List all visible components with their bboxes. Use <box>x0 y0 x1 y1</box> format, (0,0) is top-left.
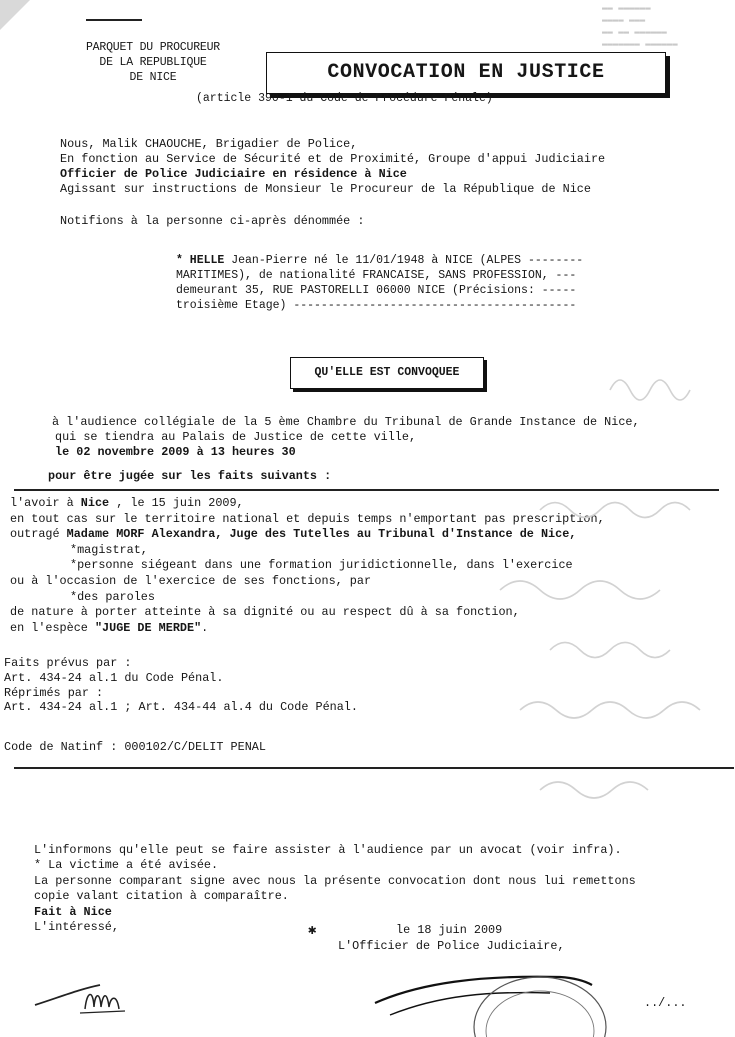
legal-block <box>4 656 358 715</box>
person-line: troisième Etage) ----------------------------------------- <box>176 299 577 312</box>
faits-line: de nature à porter atteinte à sa dignité ou au respect dû à sa fonction, <box>10 605 520 620</box>
parquet-header <box>48 40 258 85</box>
faits-date: , le 15 juin 2009, <box>109 496 244 510</box>
title-box <box>266 52 666 94</box>
footer-line: copie valant citation à comparaître. <box>34 889 289 904</box>
notify-text: Notifions à la personne ci-après dénommée : <box>60 214 365 228</box>
signature-interesse <box>30 975 140 1020</box>
faits-victim: Madame MORF Alexandra, Juge des Tutelles au Tribunal d'Instance de Nice, <box>66 527 577 542</box>
legal-line: Réprimés par : <box>4 685 104 700</box>
interesse-label: L'intéressé, <box>34 920 119 935</box>
faits-line: *des paroles <box>70 589 155 604</box>
faits-text: l'avoir à <box>10 496 81 510</box>
footer-line: L'informons qu'elle peut se faire assister à l'audience par un avocat (voir infra). <box>34 843 622 857</box>
asterisk-mark: ✱ <box>308 923 317 939</box>
officer-line: En fonction au Service de Sécurité et de Proximité, Groupe d'appui Judiciaire <box>60 152 606 166</box>
footer-line: * La victime a été avisée. <box>34 858 219 873</box>
faits-line: ou à l'occasion de l'exercice de ses fonctions, par <box>10 573 372 588</box>
natinf-code: Code de Natinf : 000102/C/DELIT PENAL <box>4 740 266 754</box>
folded-corner <box>0 0 30 30</box>
officer-block <box>60 137 605 197</box>
signature-date: le 18 juin 2009 <box>396 923 503 937</box>
faits-line: en tout cas sur le territoire national et depuis temps n'emportant pas prescription, <box>10 511 605 526</box>
person-line: demeurant 35, RUE PASTORELLI 06000 NICE (Précisions: ----- <box>176 284 577 297</box>
officer-line: Agissant sur instructions de Monsieur le Procureur de la République de Nice <box>60 182 591 196</box>
fait-a-nice: Fait à Nice <box>34 904 112 919</box>
person-birth: Jean-Pierre né le 11/01/1948 à NICE (ALPES -------- <box>224 254 584 267</box>
bleed-through-address: ▬▬ ▬▬▬▬▬▬ ▬▬▬▬ ▬▬▬ ▬▬ ▬▬ ▬▬▬▬▬▬ ▬▬▬▬▬▬▬ ▬▬▬▬▬▬ <box>602 3 678 49</box>
convoque-box <box>290 357 484 389</box>
parquet-line: PARQUET DU PROCUREUR <box>85 41 221 54</box>
article-reference: (article 390-1 du Code de Procédure Pénale) <box>196 92 493 105</box>
faits-text: . <box>201 620 209 635</box>
top-dash-mark <box>86 19 142 21</box>
officer-line: Nous, Malik CHAOUCHE, Brigadier de Police, <box>60 137 358 151</box>
faits-line: *personne siégeant dans une formation juridictionnelle, dans l'exercice <box>70 558 573 573</box>
bleed-through-handwriting <box>480 360 735 810</box>
document-title: CONVOCATION EN JUSTICE <box>327 61 605 84</box>
audience-date: le 02 novembre 2009 à 13 heures 30 <box>55 445 296 459</box>
person-name: * HELLE <box>176 254 225 267</box>
audience-line: qui se tiendra au Palais de Justice de cette ville, <box>55 430 417 444</box>
legal-line: Faits prévus par : <box>4 656 132 670</box>
legal-line: Art. 434-24 al.1 ; Art. 434-44 al.4 du Code Pénal. <box>4 700 358 715</box>
parquet-line: DE NICE <box>129 71 177 84</box>
convoque-label: QU'ELLE EST CONVOQUEE <box>314 366 460 379</box>
faits-heading: pour être jugée sur les faits suivants : <box>48 469 332 483</box>
faits-text: en l'espèce <box>10 620 95 635</box>
officer-title: L'Officier de Police Judiciaire, <box>338 939 565 953</box>
faits-text: outragé <box>10 527 67 542</box>
person-line: MARITIMES), de nationalité FRANCAISE, SANS PROFESSION, --- <box>176 269 577 282</box>
officer-line: Officier de Police Judiciaire en résidence à Nice <box>60 167 407 181</box>
parquet-line: DE LA REPUBLIQUE <box>99 56 207 69</box>
faits-place: Nice <box>80 496 110 510</box>
legal-line: Art. 434-24 al.1 du Code Pénal. <box>4 670 224 685</box>
page-continuation-mark: ../... <box>644 996 687 1010</box>
faits-line: *magistrat, <box>70 542 148 557</box>
footer-block <box>34 843 636 935</box>
faits-quote: "JUGE DE MERDE" <box>94 620 202 635</box>
audience-line: à l'audience collégiale de la 5 ème Chambre du Tribunal de Grande Instance de Nice, <box>52 415 640 429</box>
footer-line: La personne comparant signe avec nous la présente convocation dont nous lui remettons <box>34 873 636 888</box>
official-seal <box>470 965 610 1037</box>
person-block <box>176 253 583 313</box>
